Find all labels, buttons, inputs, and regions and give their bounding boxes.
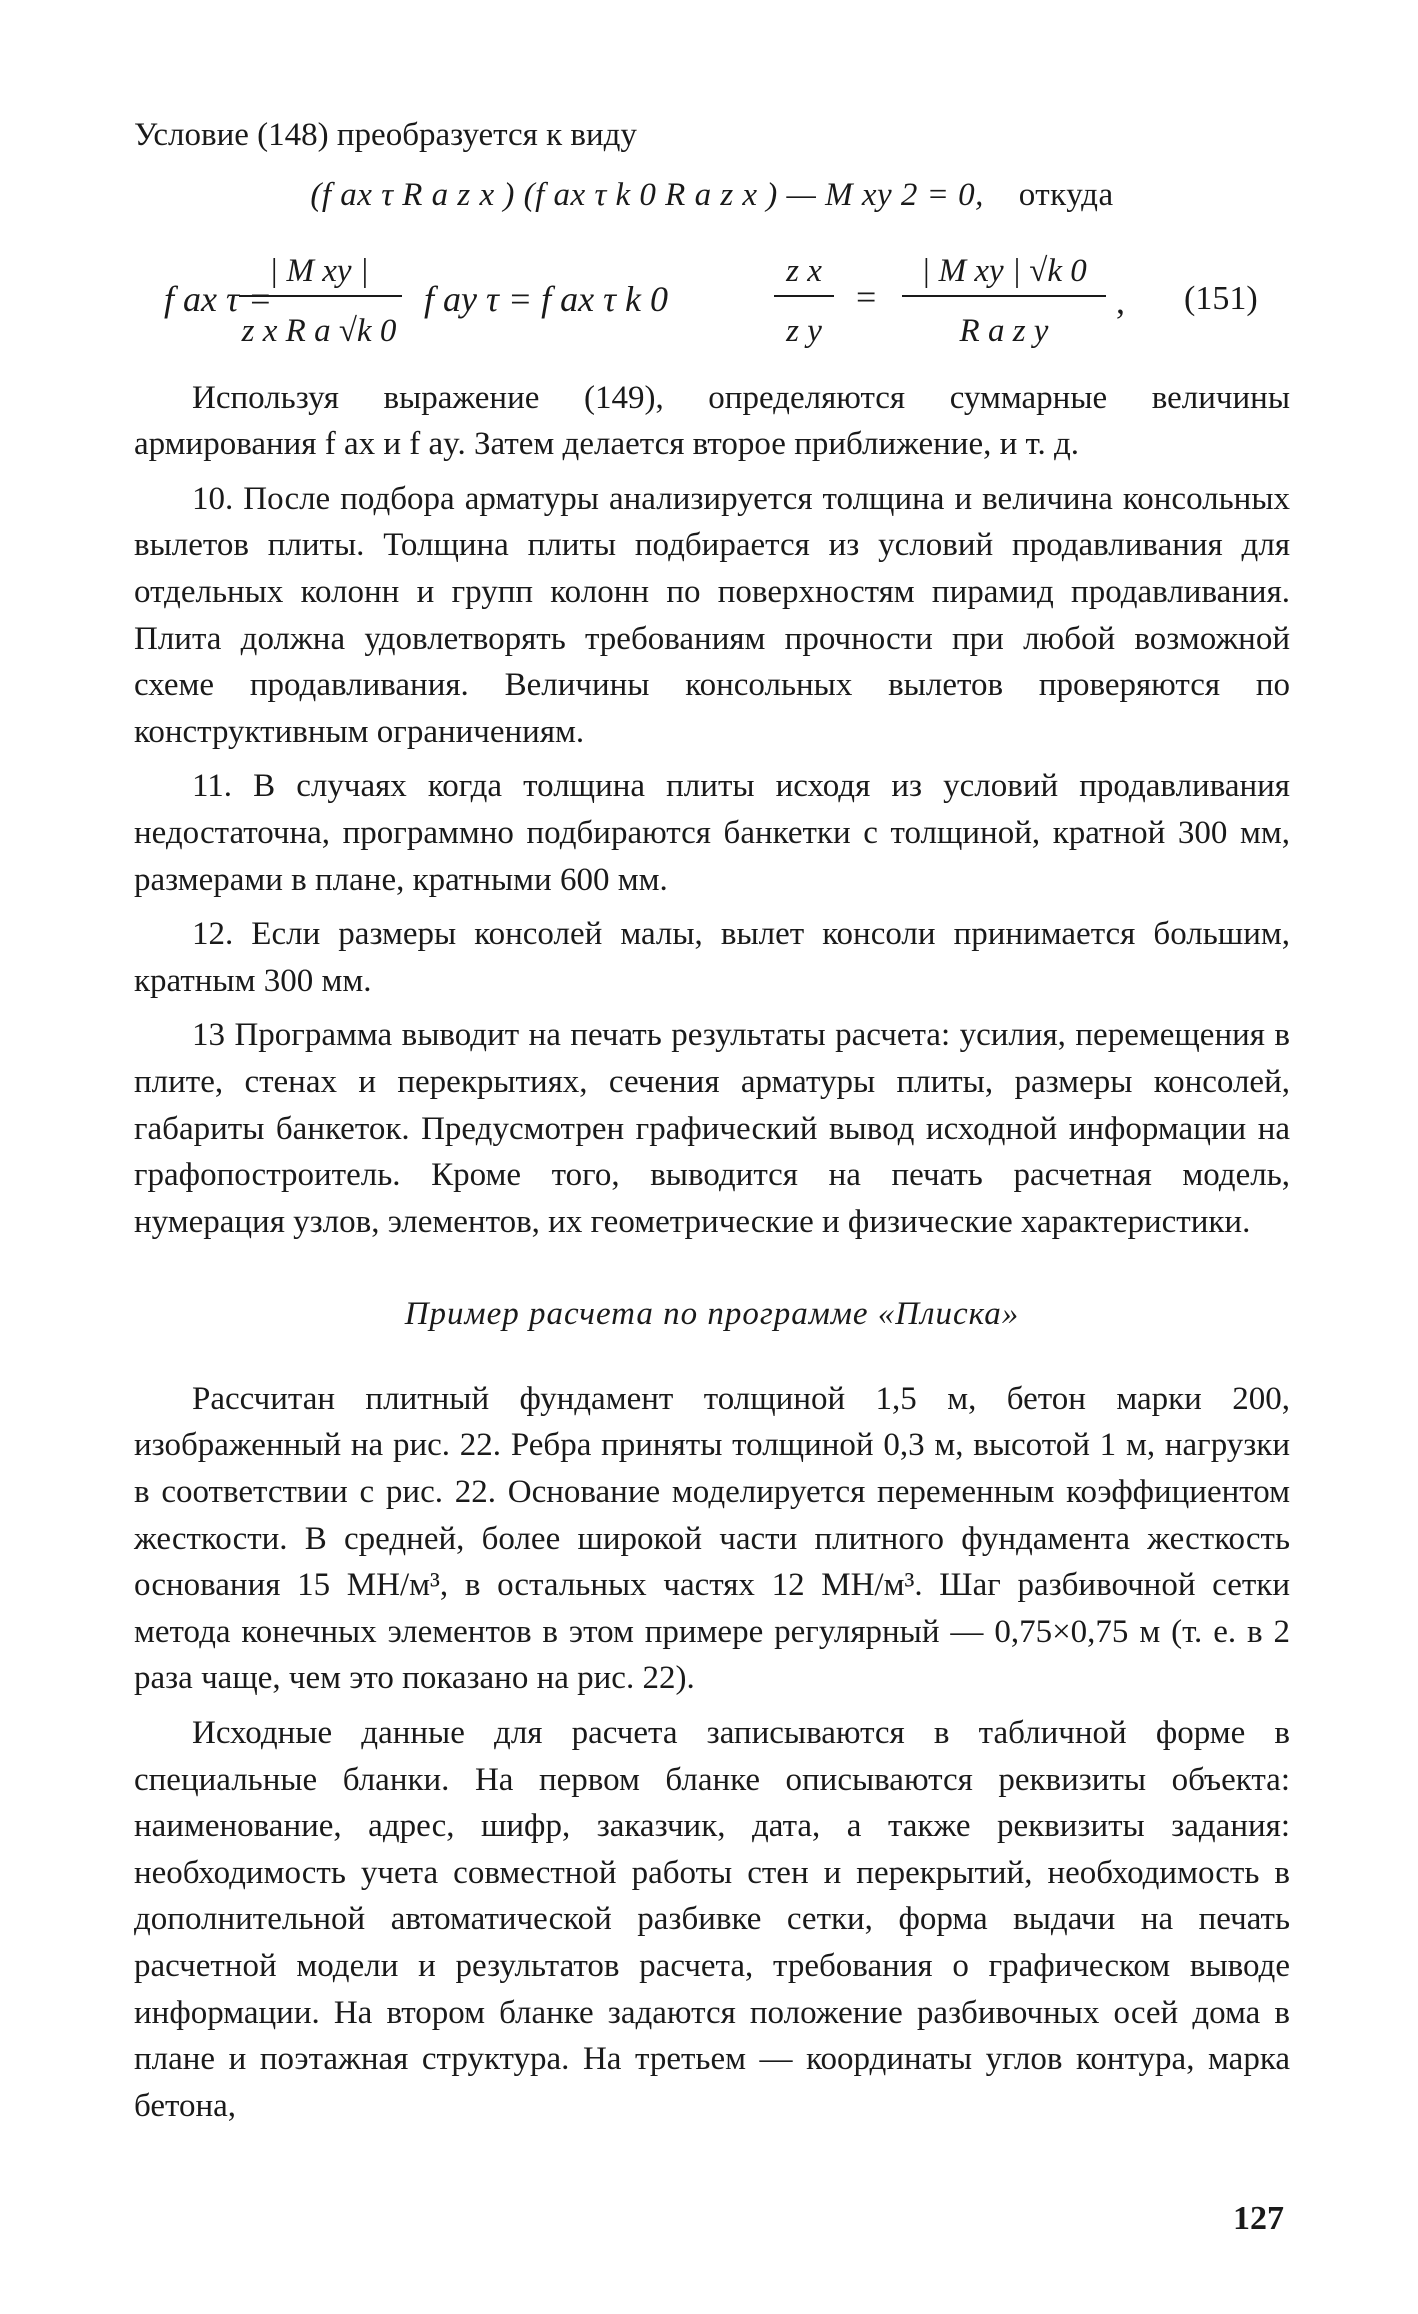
formula-151	[134, 233, 1290, 365]
paragraph-item-11: 11. В случаях когда толщина плиты исходя из условий продавливания недостаточна, программно подбираются банкетки с толщиной, кратной 300 мм, размерами в плане, кратными 600 мм.	[134, 768, 1290, 898]
formula-frac1-denominator: z x R a √k 0	[241, 312, 397, 349]
formula-frac1-numerator: | M xy |	[269, 252, 369, 289]
formula-lhs1: f ax τ =	[164, 278, 273, 319]
equation-word: откуда	[1018, 176, 1114, 213]
formula-frac2-denominator: z y	[786, 312, 822, 349]
equation-expression: (f ax τ R a z x ) (f ax τ k 0 R a z x ) — M xy 2 = 0,	[310, 176, 984, 213]
formula-equals: =	[856, 276, 877, 317]
formula-151-graphic	[134, 233, 1290, 365]
page-number: 127	[1233, 2200, 1284, 2237]
paragraph-item-12: 12. Если размеры консолей малы, вылет консоли принимается большим, кратным 300 мм.	[134, 916, 1290, 999]
intro-text: Условие (148) преобразуется к виду	[134, 117, 637, 153]
formula-comma: ,	[1116, 280, 1125, 321]
formula-frac2-numerator: z x	[786, 252, 822, 289]
formula-lhs2: f ay τ = f ax τ k 0	[424, 278, 669, 319]
formula-frac3-numerator: | M xy | √k 0	[921, 252, 1087, 289]
paragraph-example-2: Исходные данные для расчета записываются в табличной форме в специальные бланки. На первом бланке описываются реквизиты объекта: наименование, адрес, шифр, заказчик, дата, а также реквизиты задания: необходимость учета совместной работы стен и перекрытий, необходимость в дополнительной автоматической разбивке сетки, форма выдачи на печать расчетной модели и результатов расчета, требования о графическом выводе информации. На втором бланке задаются положение разбивочных осей дома в плане и поэтажная структура. На третьем — координаты углов контура, марка бетона,	[134, 1715, 1290, 2124]
paragraph-item-10: 10. После подбора арматуры анализируется толщина и величина консольных вылетов плиты. Толщина плиты подбирается из условий продавливания для отдельных колонн и групп колонн по поверхностям пирамид продавливания. Плита должна удовлетворять требованиям прочности при любой возможной схеме продавливания. Величины консольных вылетов проверяются по конструктивным ограничениям.	[134, 480, 1290, 750]
book-page	[134, 112, 1290, 2137]
paragraph-using-149: Используя выражение (149), определяются суммарные величины армирования f ax и f ay. Затем делается второе приближение, и т. д.	[134, 379, 1290, 463]
formula-frac3-denominator: R a z y	[959, 312, 1049, 349]
equation-148-transformed	[134, 165, 1290, 225]
paragraph-item-13: 13 Программа выводит на печать результаты расчета: усилия, перемещения в плите, стенах и перекрытиях, сечения арматуры плиты, размеры консолей, габариты банкеток. Предусмотрен графический вывод исходной информации на графопостроитель. Кроме того, выводится на печать расчетная модель, нумерация узлов, элементов, их геометрические и физические характеристики.	[134, 1017, 1290, 1240]
formula-label: (151)	[1184, 279, 1258, 317]
paragraph-example-1: Рассчитан плитный фундамент толщиной 1,5 м, бетон марки 200, изображенный на рис. 22. Ребра приняты толщиной 0,3 м, высотой 1 м, нагрузки в соответствии с рис. 22. Основание моделируется переменным коэффициентом жесткости. В средней, более широкой части плитного фундамента жесткость основания 15 МН/м³, в остальных частях 12 МН/м³. Шаг разбивочной сетки метода конечных элементов в этом примере регулярный — 0,75×0,75 м (т. е. в 2 раза чаще, чем это показано на рис. 22).	[134, 1380, 1290, 1697]
section-title: Пример расчета по программе «Плиска»	[404, 1296, 1020, 1333]
